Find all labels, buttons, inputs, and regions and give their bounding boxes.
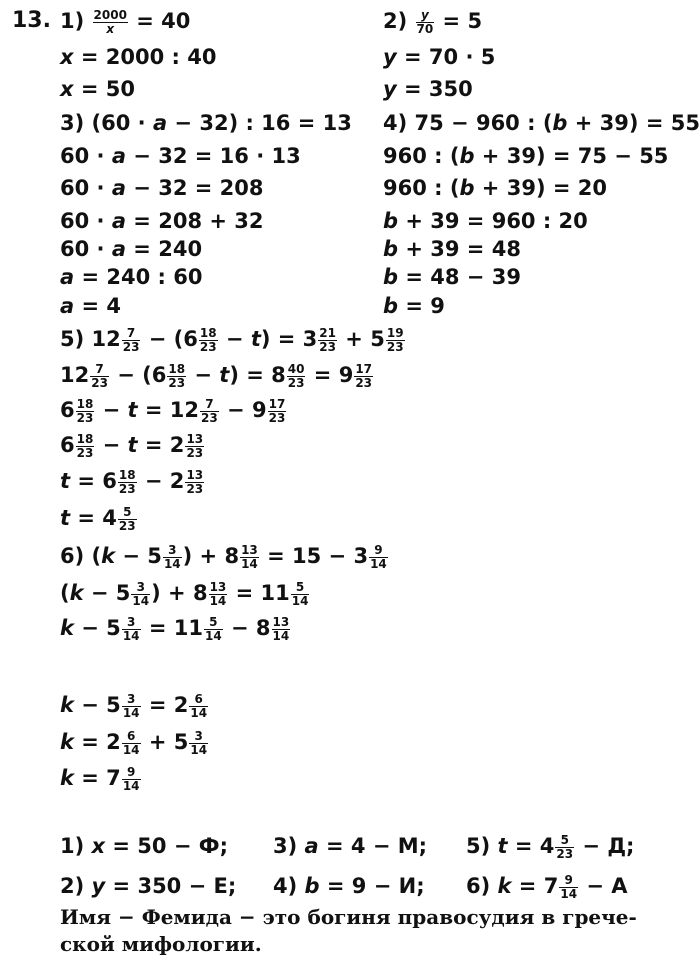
fraction: $\frac{3}{14}$ xyxy=(190,728,208,757)
eq4-line-3: 960 : (b + 39) = 20 xyxy=(383,176,607,200)
eq4-line-4: b + 39 = 960 : 20 xyxy=(383,209,588,233)
fraction: $\frac{9}{14}$ xyxy=(370,542,387,571)
fraction: $\frac{5}{23}$ xyxy=(556,832,574,861)
eq3-line-5: 60 · a = 240 xyxy=(60,237,203,261)
eq5-line-4: 6 $\frac{18}{23}$ − t = 2 $\frac{13}{23}$ xyxy=(60,431,204,460)
eq6-line-1: 6) (k − 5 $\frac{3}{14}$ ) + 8 $\frac{13}{14}$ = 15 − 3 $\frac{9}{14}$ xyxy=(60,542,387,571)
eq1-label: 1) xyxy=(60,9,85,33)
fraction: $\frac{13}{14}$ xyxy=(241,542,258,571)
fraction: $\frac{18}{23}$ xyxy=(76,396,94,425)
fraction: $\frac{13}{14}$ xyxy=(209,579,227,608)
fraction: $\frac{6}{14}$ xyxy=(122,728,140,757)
eq3-line-6: a = 240 : 60 xyxy=(60,265,203,289)
conclusion-line-1: Имя − Фемида − это богиня правосудия в грече- xyxy=(60,905,637,929)
fraction: $\frac{7}{23}$ xyxy=(201,396,218,425)
answer-5: 5) t = 4 $\frac{5}{23}$ − Д; xyxy=(466,832,635,861)
fraction: $\frac{17}{23}$ xyxy=(268,396,286,425)
fraction: $\frac{7}{23}$ xyxy=(91,361,108,390)
eq2-label: 2) xyxy=(383,9,408,33)
eq1-line-2: x = 2000 : 40 xyxy=(60,45,217,69)
fraction: $\frac{13}{23}$ xyxy=(186,467,204,496)
answer-2: 2) y = 350 − Е; xyxy=(60,874,237,898)
fraction: $\frac{19}{23}$ xyxy=(386,325,404,354)
problem-number: 13. xyxy=(12,8,51,33)
fraction: $\frac{3}{14}$ xyxy=(163,542,181,571)
eq1-line-3: x = 50 xyxy=(60,77,135,101)
eq4-line-2: 960 : (b + 39) = 75 − 55 xyxy=(383,144,669,168)
eq4-line-7: b = 9 xyxy=(383,294,445,318)
fraction: $\frac{3}{14}$ xyxy=(122,691,140,720)
eq6-line-5: k = 2 $\frac{6}{14}$ + 5 $\frac{3}{14}$ xyxy=(60,728,208,757)
eq2-line-3: y = 350 xyxy=(383,77,473,101)
eq3-line-7: a = 4 xyxy=(60,294,122,318)
eq4-line-6: b = 48 − 39 xyxy=(383,265,521,289)
eq1-line-1: 1) $\frac{2000}{x}$ = 40 xyxy=(60,7,191,36)
eq3-line-3: 60 · a − 32 = 208 xyxy=(60,176,264,200)
fraction: $\frac{18}{23}$ xyxy=(199,325,217,354)
answer-6: 6) k = 7 $\frac{9}{14}$ − А xyxy=(466,872,628,901)
fraction: $\frac{5}{14}$ xyxy=(204,614,222,643)
fraction: $\frac{6}{14}$ xyxy=(190,691,208,720)
fraction: $\frac{40}{23}$ xyxy=(287,361,305,390)
answer-3: 3) a = 4 − М; xyxy=(273,834,428,858)
eq3-line-4: 60 · a = 208 + 32 xyxy=(60,209,264,233)
fraction: $\frac{13}{14}$ xyxy=(272,614,290,643)
eq3-line-2: 60 · a − 32 = 16 · 13 xyxy=(60,144,301,168)
fraction: $\frac{9}{14}$ xyxy=(122,764,140,793)
eq6-line-2: (k − 5 $\frac{3}{14}$ ) + 8 $\frac{13}{14}$ = 11 $\frac{5}{14}$ xyxy=(60,579,309,608)
eq6-line-4: k − 5 $\frac{3}{14}$ = 2 $\frac{6}{14}$ xyxy=(60,691,208,720)
answer-4: 4) b = 9 − И; xyxy=(273,874,425,898)
eq6-line-6: k = 7 $\frac{9}{14}$ xyxy=(60,764,140,793)
fraction: $\frac{21}{23}$ xyxy=(319,325,336,354)
fraction: $\frac{18}{23}$ xyxy=(118,467,136,496)
eq5-line-5: t = 6 $\frac{18}{23}$ − 2 $\frac{13}{23}$ xyxy=(60,467,204,496)
fraction: $\frac{9}{14}$ xyxy=(560,872,578,901)
eq5-line-6: t = 4 $\frac{5}{23}$ xyxy=(60,504,136,533)
eq5-line-2: 12 $\frac{7}{23}$ − (6 $\frac{18}{23}$ − t) = 8 $\frac{40}{23}$ = 9 $\frac{17}{23}$ xyxy=(60,361,373,390)
fraction: $\frac{7}{23}$ xyxy=(122,325,140,354)
eq5-line-1: 5) 12 $\frac{7}{23}$ − (6 $\frac{18}{23}$ − t) = 3 $\frac{21}{23}$ + 5 $\frac{19}{23}$ xyxy=(60,325,404,354)
fraction: $\frac{5}{23}$ xyxy=(118,504,136,533)
fraction: $\frac{3}{14}$ xyxy=(132,579,150,608)
eq2-line-1: 2) $\frac{y}{70}$ = 5 xyxy=(383,7,483,36)
fraction: $\frac{17}{23}$ xyxy=(355,361,373,390)
eq2-fraction: $\frac{y}{70}$ xyxy=(416,7,434,36)
answer-1: 1) x = 50 − Ф; xyxy=(60,834,228,858)
fraction: $\frac{18}{23}$ xyxy=(76,431,94,460)
fraction: $\frac{13}{23}$ xyxy=(186,431,204,460)
conclusion-line-2: ской мифологии. xyxy=(60,932,262,956)
fraction: $\frac{5}{14}$ xyxy=(291,579,309,608)
eq6-line-3: k − 5 $\frac{3}{14}$ = 11 $\frac{5}{14}$ − 8 $\frac{13}{14}$ xyxy=(60,614,290,643)
eq5-line-3: 6 $\frac{18}{23}$ − t = 12 $\frac{7}{23}$ − 9 $\frac{17}{23}$ xyxy=(60,396,286,425)
eq1-fraction: $\frac{2000}{x}$ xyxy=(93,7,127,36)
eq4-line-1: 4) 75 − 960 : (b + 39) = 55 xyxy=(383,111,700,135)
eq2-line-2: y = 70 · 5 xyxy=(383,45,496,69)
eq3-line-1: 3) (60 · a − 32) : 16 = 13 xyxy=(60,111,352,135)
eq4-line-5: b + 39 = 48 xyxy=(383,237,521,261)
fraction: $\frac{18}{23}$ xyxy=(168,361,186,390)
fraction: $\frac{3}{14}$ xyxy=(122,614,140,643)
